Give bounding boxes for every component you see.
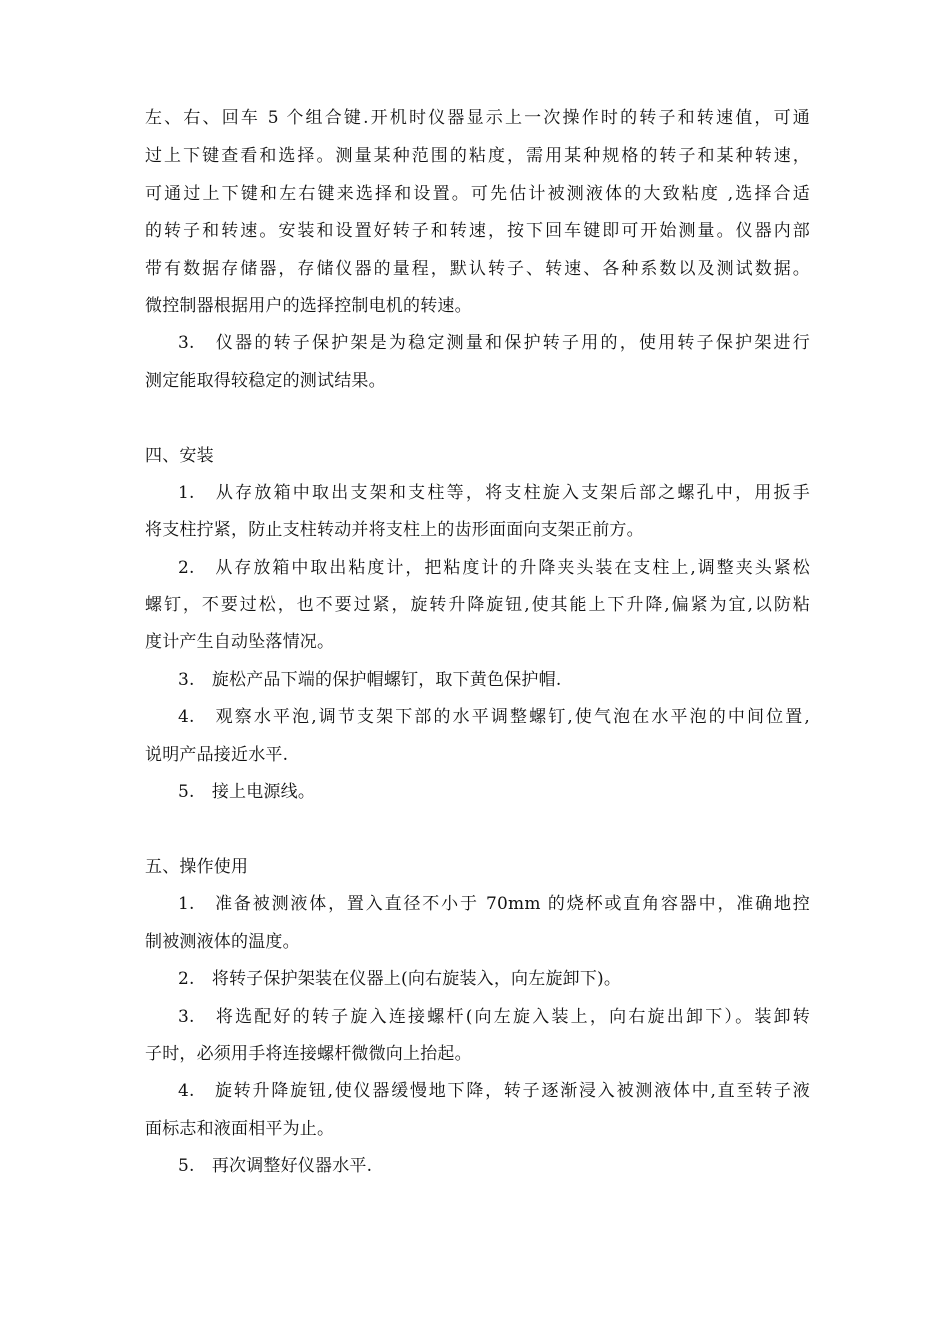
paragraph-line: 微控制器根据用户的选择控制电机的转速。 <box>145 296 472 316</box>
paragraph-line: 左、右、回车 5 个组合键.开机时仪器显示上一次操作时的转子和转速值，可通 <box>145 108 810 128</box>
list-item-line: 螺钉，不要过松，也不要过紧，旋转升降旋钮,使其能上下升降,偏紧为宜,以防粘 <box>145 595 810 615</box>
list-item-line: 1. 准备被测液体，置入直径不小于 70mm 的烧杯或直角容器中，准确地控 <box>178 894 810 914</box>
section-heading: 五、操作使用 <box>145 857 249 877</box>
list-item-line: 3. 旋松产品下端的保护帽螺钉，取下黄色保护帽. <box>178 670 562 690</box>
list-item-line: 3. 仪器的转子保护架是为稳定测量和保护转子用的，使用转子保护架进行 <box>178 333 810 353</box>
list-item-line: 4. 观察水平泡,调节支架下部的水平调整螺钉,使气泡在水平泡的中间位置, <box>178 707 810 727</box>
list-item-line: 1. 从存放箱中取出支架和支柱等，将支柱旋入支架后部之螺孔中，用扳手 <box>178 483 810 503</box>
list-item-line: 将支柱拧紧，防止支柱转动并将支柱上的齿形面面向支架正前方。 <box>145 520 644 540</box>
list-item-line: 2. 从存放箱中取出粘度计，把粘度计的升降夹头装在支柱上,调整夹头紧松 <box>178 558 810 578</box>
paragraph-line: 可通过上下键和左右键来选择和设置。可先估计被测液体的大致粘度 ,选择合适 <box>145 184 810 204</box>
section-heading: 四、安装 <box>145 446 214 466</box>
list-item-line: 3. 将选配好的转子旋入连接螺杆(向左旋入装上，向右旋出卸下）。装卸转 <box>178 1007 810 1027</box>
list-item-line: 制被测液体的温度。 <box>145 932 300 952</box>
list-item-line: 面标志和液面相平为止。 <box>145 1119 335 1139</box>
paragraph-line: 的转子和转速。安装和设置好转子和转速，按下回车键即可开始测量。仪器内部 <box>145 221 810 241</box>
list-item-line: 5. 接上电源线。 <box>178 782 316 802</box>
paragraph-line: 带有数据存储器，存储仪器的量程，默认转子、转速、各种系数以及测试数据。 <box>145 259 810 279</box>
list-item-line: 4. 旋转升降旋钮,使仪器缓慢地下降，转子逐渐浸入被测液体中,直至转子液 <box>178 1081 810 1101</box>
paragraph-line: 过上下键查看和选择。测量某种范围的粘度，需用某种规格的转子和某种转速， <box>145 146 810 166</box>
list-item-line: 子时，必须用手将连接螺杆微微向上抬起。 <box>145 1044 472 1064</box>
list-item-line: 2. 将转子保护架装在仪器上(向右旋装入，向左旋卸下)。 <box>178 969 622 989</box>
list-item-line: 说明产品接近水平. <box>145 745 289 765</box>
list-item-line: 度计产生自动坠落情况。 <box>145 632 335 652</box>
list-item-line: 测定能取得较稳定的测试结果。 <box>145 371 386 391</box>
list-item-line: 5. 再次调整好仪器水平. <box>178 1156 373 1176</box>
